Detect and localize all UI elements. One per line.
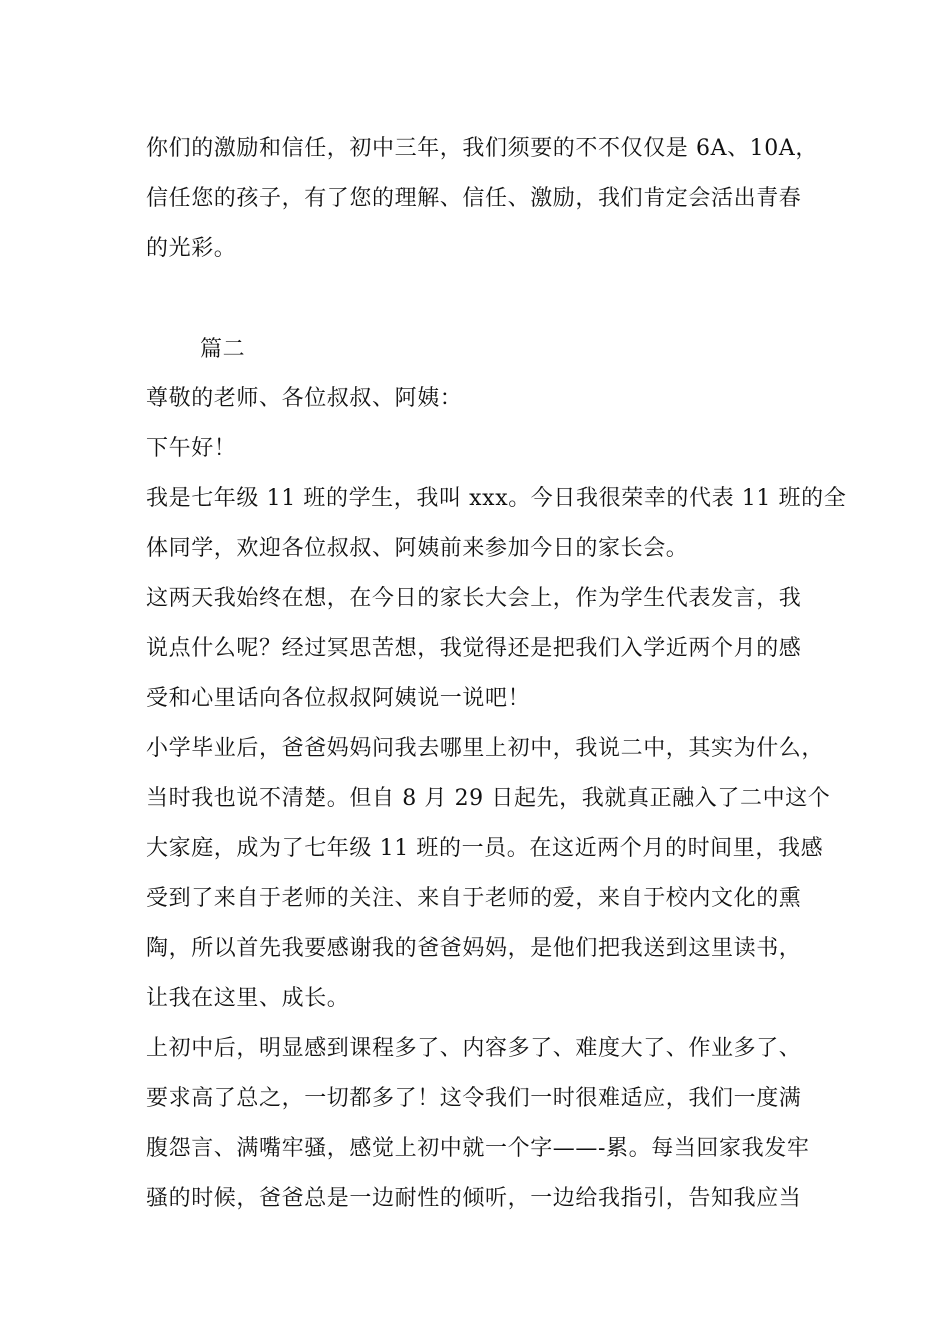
paragraph-line: 要求高了总之，一切都多了！这令我们一时很难适应，我们一度满	[146, 1086, 802, 1111]
paragraph-line: 陶，所以首先我要感谢我的爸爸妈妈，是他们把我送到这里读书，	[146, 936, 802, 961]
salutation: 尊敬的老师、各位叔叔、阿姨：	[146, 386, 463, 411]
paragraph-line: 大家庭，成为了七年级 11 班的一员。在这近两个月的时间里，我感	[146, 836, 824, 861]
paragraph-line: 我是七年级 11 班的学生，我叫 xxx。今日我很荣幸的代表 11 班的全	[146, 486, 847, 511]
paragraph-line: 信任您的孩子，有了您的理解、信任、激励，我们肯定会活出青春	[146, 186, 802, 211]
paragraph-line: 上初中后，明显感到课程多了、内容多了、难度大了、作业多了、	[146, 1036, 802, 1061]
paragraph-line: 骚的时候，爸爸总是一边耐性的倾听，一边给我指引，告知我应当	[146, 1186, 802, 1211]
paragraph-line: 受和心里话向各位叔叔阿姨说一说吧！	[146, 686, 531, 711]
paragraph-line: 说点什么呢？经过冥思苦想，我觉得还是把我们入学近两个月的感	[146, 636, 802, 661]
section-heading: 篇二	[200, 337, 246, 362]
paragraph-line: 你们的激励和信任，初中三年，我们须要的不不仅仅是 6A、10A，	[146, 136, 818, 161]
paragraph-line: 当时我也说不清楚。但自 8 月 29 日起先，我就真正融入了二中这个	[146, 786, 831, 811]
paragraph-line: 小学毕业后，爸爸妈妈问我去哪里上初中，我说二中，其实为什么，	[146, 736, 825, 761]
paragraph-line: 这两天我始终在想，在今日的家长大会上，作为学生代表发言，我	[146, 586, 802, 611]
paragraph-line: 让我在这里、成长。	[146, 986, 350, 1011]
paragraph-line: 腹怨言、满嘴牢骚，感觉上初中就一个字——-累。每当回家我发牢	[146, 1136, 810, 1161]
paragraph-line: 的光彩。	[146, 236, 237, 261]
paragraph-line: 受到了来自于老师的关注、来自于老师的爱，来自于校内文化的熏	[146, 886, 802, 911]
paragraph-line: 体同学，欢迎各位叔叔、阿姨前来参加今日的家长会。	[146, 536, 689, 561]
greeting: 下午好！	[146, 436, 237, 461]
